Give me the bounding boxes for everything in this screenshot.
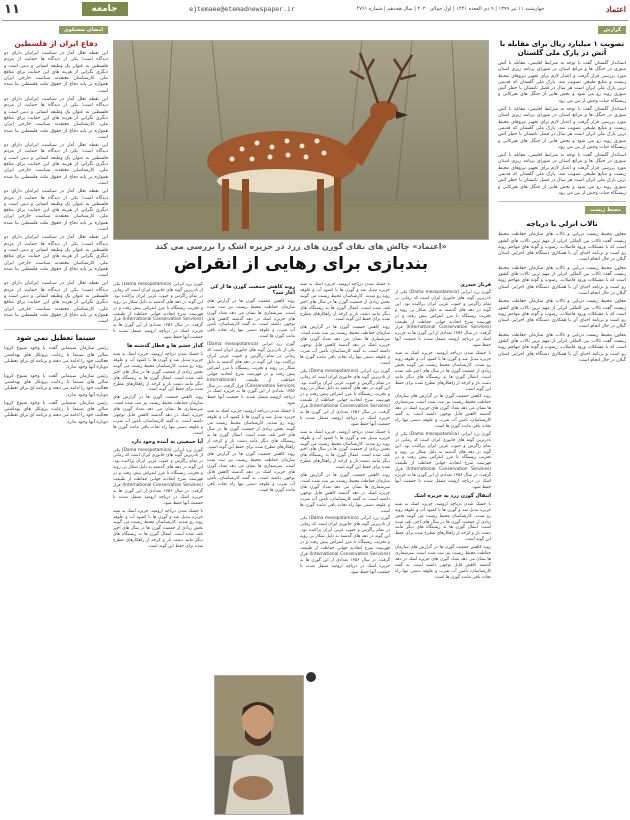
article-col-4 [113, 282, 203, 812]
article-col-1-text-f: روند کاهش جمعیت گوزن ها در گزارش های سازمان حفاظت محیط زیست نیز ثبت شده است. سرشماری ها نشان می دهد تعداد گوزن های جزیره اشک در دهه گذشته کاهش قابل توجهی داشته است. به گفته کارشناسان، تأمین آب شرب و علوفه دستی تنها راه نجات باقی مانده گوزن ها است. [395, 545, 491, 580]
article-col-3-text-b: گوزن زرد ایرانی (Dama mesopotamica) یکی از نادرترین گونه های جانوری ایران است که زمانی در تمام زاگرس و جنوب غربی ایران پراکنده بود. این گونه در دهه های گذشته به دلیل شکار بی رویه و تخریب زیستگاه تا مرز انقراض پیش رفت و در فهرست سرخ اتحادیه جهانی حفاظت از طبیعت (International Conservation Services) قرار گرفت. در سال ۱۳۵۶ تعدادی از این گوزن ها به جزیره اشک در دریاچه ارومیه منتقل شدند تا جمعیت آنها حفظ شود. [207, 342, 295, 407]
article-headline: بندبازی برای رهایی از انقراض [173, 254, 429, 274]
right-body-2-repeat3: معاون محیط زیست دریایی و تالاب های سازمان حفاظت محیط زیست گفت تالاب بین المللی انزلی از مهم ترین تالاب های کشور است که با مشکلات ورود فاضلاب، رسوب و گونه های مهاجم روبه رو است و برنامه احیای آن با همکاری دستگاه های اجرایی استان گیلان در حال انجام است. [498, 332, 626, 363]
article-byline: فرناز حیدری [460, 282, 491, 288]
article-col-2-text-b: روند کاهش جمعیت گوزن ها در گزارش های سازمان حفاظت محیط زیست نیز ثبت شده است. سرشماری ها نشان می دهد تعداد گوزن های جزیره اشک در دهه گذشته کاهش قابل توجهی داشته است. به گفته کارشناسان، تأمین آب شرب و علوفه دستی تنها راه نجات باقی مانده گوزن ها است. [300, 325, 390, 366]
left-body-2-repeat2: رئیس سازمان سینمایی گفت با وجود شیوع کرونا سالن های سینما با رعایت پروتکل های بهداشتی فعالیت خود را ادامه می دهند و برنامه ای برای تعطیلی دوباره آنها وجود ندارد. [4, 400, 108, 425]
article-col-4-text-e: با خشک شدن دریاچه ارومیه، جزیره اشک به شبه جزیره تبدیل شد و گوزن ها با کمبود آب و علوفه روبه رو شدند. کارشناسان محیط زیست می گویند بخش زیادی از جمعیت گوزن ها در سال های اخیر تلف شده است. انتقال گوزن ها به زیستگاه های دیگر مانند دشت ناز و کرخه از راهکارهای مطرح شده برای حفظ این گونه است. [113, 508, 203, 550]
left-body-2-repeat: رئیس سازمان سینمایی گفت با وجود شیوع کرونا سالن های سینما با رعایت پروتکل های بهداشتی فعالیت خود را ادامه می دهند و برنامه ای برای تعطیلی دوباره آنها وجود ندارد. [4, 373, 108, 398]
article-col-3-text-c: با خشک شدن دریاچه ارومیه، جزیره اشک به شبه جزیره تبدیل شد و گوزن ها با کمبود آب و علوفه روبه رو شدند. کارشناسان محیط زیست می گویند بخش زیادی از جمعیت گوزن ها در سال های اخیر تلف شده است. انتقال گوزن ها به زیستگاه های دیگر مانند دشت ناز و کرخه از راهکارهای مطرح شده برای حفظ این گونه است. [207, 409, 295, 450]
page-number: ۱۱ [4, 1, 20, 17]
right-body-repeat: استاندار گلستان گفت با توجه به شرایط اقلیمی، مقابله با آتش سوزی در جنگل ها و مراتع استان در شورای برنامه ریزی استان مورد بررسی قرار گرفت و اعتبار لازم برای تجهیز نیروهای محیط زیست و منابع طبیعی تصویب شد. پارک ملی گلستان که قدیمی ترین پارک ملی ایران است هر سال در فصل تابستان با خطر آتش سوزی روبه رو می شود و بخش هایی از جنگل های هیرکانی و زیستگاه حیات وحش از بین می رود. [498, 107, 626, 150]
article-col-3-text-d: روند کاهش جمعیت گوزن ها در گزارش های سازمان حفاظت محیط زیست نیز ثبت شده است. سرشماری ها نشان می دهد تعداد گوزن های جزیره اشک در دهه گذشته کاهش قابل توجهی داشته است. به گفته کارشناسان، تأمین آب شرب و علوفه دستی تنها راه نجات باقی مانده گوزن ها است. [207, 452, 295, 493]
article-col-2-text-d: با خشک شدن دریاچه ارومیه، جزیره اشک به شبه جزیره تبدیل شد و گوزن ها با کمبود آب و علوفه روبه رو شدند. کارشناسان محیط زیست می گویند بخش زیادی از جمعیت گوزن ها در سال های اخیر تلف شده است. انتقال گوزن ها به زیستگاه های دیگر مانند دشت ناز و کرخه از راهکارهای مطرح شده برای حفظ این گونه است. [300, 429, 390, 471]
article-col-4-text-c: روند کاهش جمعیت گوزن ها در گزارش های سازمان حفاظت محیط زیست نیز ثبت شده است. سرشماری ها نشان می دهد تعداد گوزن های جزیره اشک در دهه گذشته کاهش قابل توجهی داشته است. به گفته کارشناسان، تأمین آب شرب و علوفه دستی تنها راه نجات باقی مانده گوزن ها است. [113, 395, 203, 436]
article-col-1-text-c: روند کاهش جمعیت گوزن ها در گزارش های سازمان حفاظت محیط زیست نیز ثبت شده است. سرشماری ها نشان می دهد تعداد گوزن های جزیره اشک در دهه گذشته کاهش قابل توجهی داشته است. به گفته کارشناسان، تأمین آب شرب و علوفه دستی تنها راه نجات باقی مانده گوزن ها است. [395, 394, 491, 429]
article-subhead-1: روند کاهش جمعیت گوزن ها از کی آغاز شد؟ [210, 284, 295, 296]
right-title-2: تالاب انزلی با دریاچه [526, 220, 598, 229]
left-body-2: رئیس سازمان سینمایی گفت با وجود شیوع کرونا سالن های سینما با رعایت پروتکل های بهداشتی فعالیت خود را ادامه می دهند و برنامه ای برای تعطیلی دوباره آنها وجود ندارد. [4, 346, 108, 371]
article-subhead-2: گذار خشم ها و قطار گذشته ها [127, 343, 203, 350]
right-body: استاندار گلستان گفت با توجه به شرایط اقلیمی، مقابله با آتش سوزی در جنگل ها و مراتع استان در شورای برنامه ریزی استان مورد بررسی قرار گرفت و اعتبار لازم برای تجهیز نیروهای محیط زیست و منابع طبیعی تصویب شد. پارک ملی گلستان که قدیمی ترین پارک ملی ایران است هر سال در فصل تابستان با خطر آتش سوزی روبه رو می شود و بخش هایی از جنگل های هیرکانی و زیستگاه حیات وحش از بین می رود. [498, 61, 626, 104]
left-body-repeat3: این نقطه تعلل آمار در سیاست ایرانیان دارای دو دیدگاه است؛ یکی از دیدگاه ها حمایت از مردم فلسطین به عنوان یک وظیفه انسانی و دینی است و دیگری نگرانی از هزینه های این حمایت برای منافع ملی. کارشناسان معتقدند سیاست خارجی ایران همواره بر پایه دفاع از حقوق ملت فلسطین بنا شده است. [4, 189, 108, 233]
deer-photo [113, 40, 489, 240]
deer-illustration [113, 41, 488, 240]
right-body-2: معاون محیط زیست دریایی و تالاب های سازمان حفاظت محیط زیست گفت تالاب بین المللی انزلی از مهم ترین تالاب های کشور است که با مشکلات ورود فاضلاب، رسوب و گونه های مهاجم روبه رو است و برنامه احیای آن با همکاری دستگاه های اجرایی استان گیلان در حال انجام است. [498, 232, 626, 263]
left-column [4, 26, 108, 816]
right-body-repeat2: استاندار گلستان گفت با توجه به شرایط اقلیمی، مقابله با آتش سوزی در جنگل ها و مراتع استان در شورای برنامه ریزی استان مورد بررسی قرار گرفت و اعتبار لازم برای تجهیز نیروهای محیط زیست و منابع طبیعی تصویب شد. پارک ملی گلستان که قدیمی ترین پارک ملی ایران است هر سال در فصل تابستان با خطر آتش سوزی روبه رو می شود و بخش هایی از جنگل های هیرکانی و زیستگاه حیات وحش از بین می رود. [498, 153, 626, 196]
left-body: این نقطه تعلل آمار در سیاست ایرانیان دارای دو دیدگاه است؛ یکی از دیدگاه ها حمایت از مردم فلسطین به عنوان یک وظیفه انسانی و دینی است و دیگری نگرانی از هزینه های این حمایت برای منافع ملی. کارشناسان معتقدند سیاست خارجی ایران همواره بر پایه دفاع از حقوق ملت فلسطین بنا شده است. [4, 51, 108, 94]
article-col-2 [300, 282, 390, 812]
section-tag: جامعه [82, 2, 128, 16]
right-title: تصویب ۱ میلیارد ریال برای مقابله با آتش در پارک ملی گلستان [499, 40, 625, 57]
left-title-2: سینما تعطیل نمی شود [16, 334, 96, 343]
dateline: چهارشنبه ۱۱ تیر ۱۳۹۹ | ۹ ذی القعده ۱۴۴۱ | اول جولای ۲۰۲۰ | سال هجدهم | شماره ۴۷۶۱ [356, 6, 545, 12]
right-body-2-repeat2: معاون محیط زیست دریایی و تالاب های سازمان حفاظت محیط زیست گفت تالاب بین المللی انزلی از مهم ترین تالاب های کشور است که با مشکلات ورود فاضلاب، رسوب و گونه های مهاجم روبه رو است و برنامه احیای آن با همکاری دستگاه های اجرایی استان گیلان در حال انجام است. [498, 299, 626, 330]
article-col-4-text-b: با خشک شدن دریاچه ارومیه، جزیره اشک به شبه جزیره تبدیل شد و گوزن ها با کمبود آب و علوفه روبه رو شدند. کارشناسان محیط زیست می گویند بخش زیادی از جمعیت گوزن ها در سال های اخیر تلف شده است. انتقال گوزن ها به زیستگاه های دیگر مانند دشت ناز و کرخه از راهکارهای مطرح شده برای حفظ این گونه است. [113, 351, 203, 393]
left-body-repeat4: این نقطه تعلل آمار در سیاست ایرانیان دارای دو دیدگاه است؛ یکی از دیدگاه ها حمایت از مردم فلسطین به عنوان یک وظیفه انسانی و دینی است و دیگری نگرانی از هزینه های این حمایت برای منافع ملی. کارشناسان معتقدند سیاست خارجی ایران همواره بر پایه دفاع از حقوق ملت فلسطین بنا شده است. [4, 235, 108, 279]
page-header [0, 0, 630, 18]
left-title: دفاع ایران از فلسطین [14, 39, 98, 48]
right-body-2-repeat: معاون محیط زیست دریایی و تالاب های سازمان حفاظت محیط زیست گفت تالاب بین المللی انزلی از مهم ترین تالاب های کشور است که با مشکلات ورود فاضلاب، رسوب و گونه های مهاجم روبه رو است و برنامه احیای آن با همکاری دستگاه های اجرایی استان گیلان در حال انجام است. [498, 265, 626, 296]
article-col-4-text: گوزن زرد ایرانی (Dama mesopotamica) یکی از نادرترین گونه های جانوری ایران است که زمانی در تمام زاگرس و جنوب غربی ایران پراکنده بود. این گونه در دهه های گذشته به دلیل شکار بی رویه و تخریب زیستگاه تا مرز انقراض پیش رفت و در فهرست سرخ اتحادیه جهانی حفاظت از طبیعت (International Conservation Services) قرار گرفت. در سال ۱۳۵۶ تعدادی از این گوزن ها به جزیره اشک در دریاچه ارومیه منتقل شدند تا جمعیت آنها حفظ شود. [113, 282, 203, 341]
article-col-1 [395, 282, 491, 812]
article-lead: «اعتماد» چالش های بقای گوزن های زرد در جزیره اشک را بررسی می کند [155, 242, 447, 251]
article-col-3-text: روند کاهش جمعیت گوزن ها در گزارش های سازمان حفاظت محیط زیست نیز ثبت شده است. سرشماری ها نشان می دهد تعداد گوزن های جزیره اشک در دهه گذشته کاهش قابل توجهی داشته است. به گفته کارشناسان، تأمین آب شرب و علوفه دستی تنها راه نجات باقی مانده گوزن ها است. [207, 298, 295, 340]
right-kicker-2: محیط زیست [585, 206, 626, 214]
right-kicker: گزارش [598, 26, 626, 34]
header-rule [2, 20, 628, 21]
article-subhead-3: آیا جمعیتی به آینده وجود دارد [131, 438, 203, 445]
section-email[interactable]: ejtemaee@etemadnewspaper.ir [189, 5, 295, 13]
right-column [498, 26, 626, 816]
right-divider [498, 201, 626, 202]
article-col-1-text-d: گوزن زرد ایرانی (Dama mesopotamica) یکی از نادرترین گونه های جانوری ایران است که زمانی در تمام زاگرس و جنوب غربی ایران پراکنده بود. این گونه در دهه های گذشته به دلیل شکار بی رویه و تخریب زیستگاه تا مرز انقراض پیش رفت و در فهرست سرخ اتحادیه جهانی حفاظت از طبیعت (International Conservation Services) قرار گرفت. در سال ۱۳۵۶ تعدادی از این گوزن ها به جزیره اشک در دریاچه ارومیه منتقل شدند تا جمعیت آنها حفظ شود. [395, 431, 491, 490]
newspaper-logo: اعتماد [605, 4, 626, 14]
article-col-2-text: با خشک شدن دریاچه ارومیه، جزیره اشک به شبه جزیره تبدیل شد و گوزن ها با کمبود آب و علوفه روبه رو شدند. کارشناسان محیط زیست می گویند بخش زیادی از جمعیت گوزن ها در سال های اخیر تلف شده است. انتقال گوزن ها به زیستگاه های دیگر مانند دشت ناز و کرخه از راهکارهای مطرح شده برای حفظ این گونه است. [300, 282, 390, 323]
article-col-4-text-d: گوزن زرد ایرانی (Dama mesopotamica) یکی از نادرترین گونه های جانوری ایران است که زمانی در تمام زاگرس و جنوب غربی ایران پراکنده بود. این گونه در دهه های گذشته به دلیل شکار بی رویه و تخریب زیستگاه تا مرز انقراض پیش رفت و در فهرست سرخ اتحادیه جهانی حفاظت از طبیعت (International Conservation Services) قرار گرفت. در سال ۱۳۵۶ تعدادی از این گوزن ها به جزیره اشک در دریاچه ارومیه منتقل شدند تا جمعیت آنها حفظ شود. [113, 447, 203, 506]
article-col-2-text-c: گوزن زرد ایرانی (Dama mesopotamica) یکی از نادرترین گونه های جانوری ایران است که زمانی در تمام زاگرس و جنوب غربی ایران پراکنده بود. این گونه در دهه های گذشته به دلیل شکار بی رویه و تخریب زیستگاه تا مرز انقراض پیش رفت و در فهرست سرخ اتحادیه جهانی حفاظت از طبیعت (International Conservation Services) قرار گرفت. در سال ۱۳۵۶ تعدادی از این گوزن ها به جزیره اشک در دریاچه ارومیه منتقل شدند تا جمعیت آنها حفظ شود. [300, 368, 390, 427]
article-col-1-text-e: با خشک شدن دریاچه ارومیه، جزیره اشک به شبه جزیره تبدیل شد و گوزن ها با کمبود آب و علوفه روبه رو شدند. کارشناسان محیط زیست می گویند بخش زیادی از جمعیت گوزن ها در سال های اخیر تلف شده است. انتقال گوزن ها به زیستگاه های دیگر مانند دشت ناز و کرخه از راهکارهای مطرح شده برای حفظ این گونه است. [395, 501, 491, 543]
left-body-repeat: این نقطه تعلل آمار در سیاست ایرانیان دارای دو دیدگاه است؛ یکی از دیدگاه ها حمایت از مردم فلسطین به عنوان یک وظیفه انسانی و دینی است و دیگری نگرانی از هزینه های این حمایت برای منافع ملی. کارشناسان معتقدند سیاست خارجی ایران همواره بر پایه دفاع از حقوق ملت فلسطین بنا شده است. [4, 97, 108, 140]
left-divider [4, 329, 108, 330]
article-col-2-text-f: گوزن زرد ایرانی (Dama mesopotamica) یکی از نادرترین گونه های جانوری ایران است که زمانی در تمام زاگرس و جنوب غربی ایران پراکنده بود. این گونه در دهه های گذشته به دلیل شکار بی رویه و تخریب زیستگاه تا مرز انقراض پیش رفت و در فهرست سرخ اتحادیه جهانی حفاظت از طبیعت (International Conservation Services) قرار گرفت. در سال ۱۳۵۶ تعدادی از این گوزن ها به جزیره اشک در دریاچه ارومیه منتقل شدند تا جمعیت آنها حفظ شود. [300, 516, 390, 575]
article-col-3 [207, 282, 295, 672]
left-body-repeat2: این نقطه تعلل آمار در سیاست ایرانیان دارای دو دیدگاه است؛ یکی از دیدگاه ها حمایت از مردم فلسطین به عنوان یک وظیفه انسانی و دینی است و دیگری نگرانی از هزینه های این حمایت برای منافع ملی. کارشناسان معتقدند سیاست خارجی ایران همواره بر پایه دفاع از حقوق ملت فلسطین بنا شده است. [4, 143, 108, 186]
person-portrait [214, 675, 304, 815]
left-body-repeat5: این نقطه تعلل آمار در سیاست ایرانیان دارای دو دیدگاه است؛ یکی از دیدگاه ها حمایت از مردم فلسطین به عنوان یک وظیفه انسانی و دینی است و دیگری نگرانی از هزینه های این حمایت برای منافع ملی. کارشناسان معتقدند سیاست خارجی ایران همواره بر پایه دفاع از حقوق ملت فلسطین بنا شده است. [4, 281, 108, 325]
article-subhead-4: انتقال گوزن زرد به جزیره اشک [414, 492, 491, 499]
article-col-1-text-b: با خشک شدن دریاچه ارومیه، جزیره اشک به شبه جزیره تبدیل شد و گوزن ها با کمبود آب و علوفه روبه رو شدند. کارشناسان محیط زیست می گویند بخش زیادی از جمعیت گوزن ها در سال های اخیر تلف شده است. انتقال گوزن ها به زیستگاه های دیگر مانند دشت ناز و کرخه از راهکارهای مطرح شده برای حفظ این گونه است. [395, 351, 491, 392]
article-col-2-text-e: روند کاهش جمعیت گوزن ها در گزارش های سازمان حفاظت محیط زیست نیز ثبت شده است. سرشماری ها نشان می دهد تعداد گوزن های جزیره اشک در دهه گذشته کاهش قابل توجهی داشته است. به گفته کارشناسان، تأمین آب شرب و علوفه دستی تنها راه نجات باقی مانده گوزن ها است. [300, 473, 390, 514]
left-kicker: امضای سخنکوی [59, 26, 108, 34]
quote-icon [306, 672, 316, 682]
article-col-1-text: گوزن زرد ایرانی (Dama mesopotamica) یکی از نادرترین گونه های جانوری ایران است که زمانی در تمام زاگرس و جنوب غربی ایران پراکنده بود. این گونه در دهه های گذشته به دلیل شکار بی رویه و تخریب زیستگاه تا مرز انقراض پیش رفت و در فهرست سرخ اتحادیه جهانی حفاظت از طبیعت (International Conservation Services) قرار گرفت. در سال ۱۳۵۶ تعدادی از این گوزن ها به جزیره اشک در دریاچه ارومیه منتقل شدند تا جمعیت آنها حفظ شود. [395, 290, 491, 349]
